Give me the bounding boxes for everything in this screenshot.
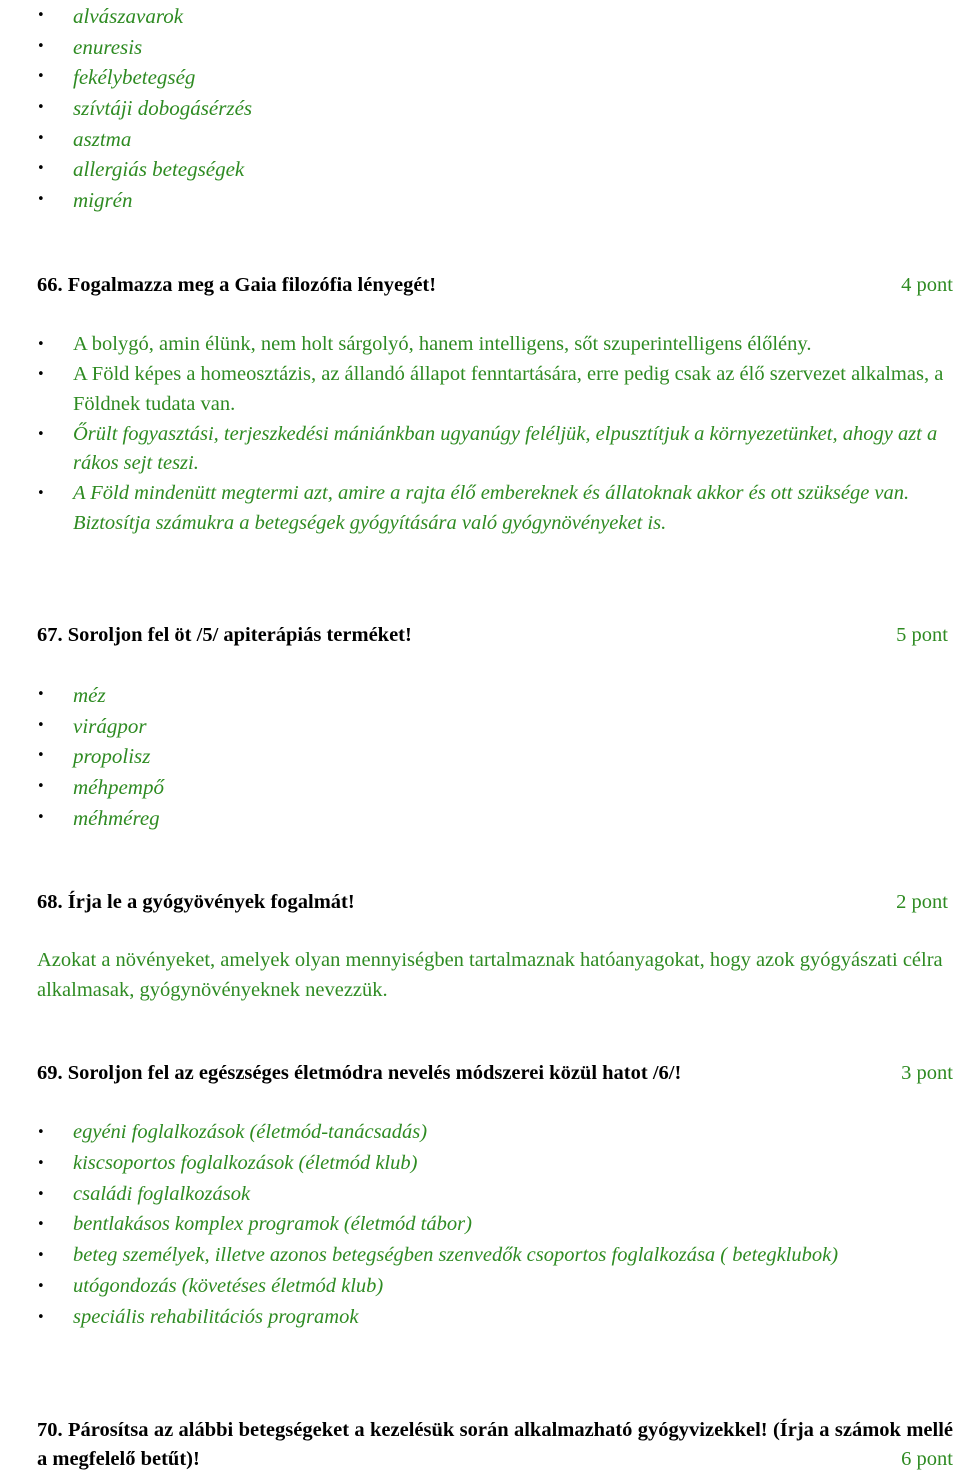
points-label: 4 pont [901, 274, 953, 296]
list-item: • fekélybetegség [0, 62, 960, 93]
question-69 [37, 1059, 953, 1088]
bullet-icon: • [37, 100, 45, 116]
bullet-icon: • [37, 1155, 45, 1171]
question-title: 66. Fogalmazza meg a Gaia filozófia lényegét! [37, 274, 437, 296]
list-item: • migrén [0, 185, 960, 216]
list-item: • asztma [0, 124, 960, 155]
bullet-icon: • [37, 748, 45, 764]
list-item: • virágpor [0, 711, 960, 742]
bullet-icon: • [37, 486, 45, 501]
bullet-icon: • [37, 1125, 45, 1140]
q67-answer-list [0, 680, 960, 833]
question-title: 70. Párosítsa az alábbi betegségeket a kezelésük során alkalmazható gyógyvizekkel! (Írja a számok mellé a megfelelő betűt)! [37, 1419, 953, 1470]
bullet-icon: • [37, 8, 45, 23]
question-title: 69. Soroljon fel az egészséges életmódra nevelés módszerei közül hatot /6/! [37, 1062, 682, 1084]
q69-answer-list [0, 1118, 960, 1334]
bullet-icon: • [37, 809, 45, 825]
list-item: • szívtáji dobogásérzés [0, 93, 960, 124]
q66-answer-list [0, 330, 960, 539]
list-item: • speciális rehabilitációs programok [0, 1303, 960, 1333]
question-70 [37, 1416, 953, 1474]
question-68 [37, 888, 953, 917]
list-item: • méhpempő [0, 772, 960, 803]
bullet-icon: • [37, 161, 45, 177]
question-title: 67. Soroljon fel öt /5/ apiterápiás terméket! [37, 624, 412, 646]
bullet-icon: • [37, 1309, 45, 1325]
bullet-icon: • [37, 1248, 45, 1264]
points-label: 3 pont [901, 1062, 953, 1084]
list-item: • enuresis [0, 32, 960, 63]
list-item: • családi foglalkozások [0, 1180, 960, 1210]
bullet-icon: • [37, 337, 45, 352]
list-item: • bentlakásos komplex programok (életmód tábor) [0, 1210, 960, 1240]
list-item: • A Föld mindenütt megtermi azt, amire a rajta élő embereknek és állatoknak akkor és ott szüksége van. Biztosítja számukra a betegségek gyógyítására való gyógynövényeket is. [0, 479, 960, 538]
list-item: • allergiás betegségek [0, 154, 960, 185]
bullet-icon: • [37, 687, 45, 702]
list-item: • Őrült fogyasztási, terjeszkedési mániánkban ugyanúgy feléljük, elpusztítjuk a környezetünket, ahogy azt a rákos sejt teszi. [0, 420, 960, 479]
bullet-icon: • [37, 717, 45, 733]
question-66 [37, 271, 953, 300]
list-item: • méz [0, 680, 960, 711]
question-title: 68. Írja le a gyógyövények fogalmát! [37, 891, 355, 913]
top-list [0, 1, 960, 216]
bullet-icon: • [37, 426, 45, 442]
bullet-icon: • [37, 38, 45, 54]
points-label: 6 pont [901, 1448, 953, 1470]
list-item: • alvászavarok [0, 1, 960, 32]
points-label: 2 pont [896, 891, 948, 913]
bullet-icon: • [37, 69, 45, 85]
bullet-icon: • [37, 1278, 45, 1294]
list-item: • propolisz [0, 741, 960, 772]
list-item: • A bolygó, amin élünk, nem holt sárgolyó, hanem intelligens, sőt szuperintelligens élőlény. [0, 330, 960, 360]
q68-answer: Azokat a növényeket, amelyek olyan mennyiségben tartalmaznak hatóanyagokat, hogy azok gyógyászati célra alkalmasak, gyógynövényeknek nevezzük. [37, 949, 943, 1001]
bullet-icon: • [37, 130, 45, 146]
bullet-icon: • [37, 192, 45, 208]
list-item: • méhméreg [0, 803, 960, 834]
bullet-icon: • [37, 779, 45, 795]
list-item: • A Föld képes a homeosztázis, az állandó állapot fenntartására, erre pedig csak az élő szervezet alkalmas, a Földnek tudata van. [0, 360, 960, 419]
bullet-icon: • [37, 1217, 45, 1233]
bullet-icon: • [37, 367, 45, 382]
list-item: • beteg személyek, illetve azonos betegségben szenvedők csoportos foglalkozása ( betegklubok) [0, 1241, 960, 1271]
bullet-icon: • [37, 1186, 45, 1202]
list-item: • utógondozás (követéses életmód klub) [0, 1272, 960, 1302]
question-67 [37, 621, 953, 650]
list-item: • egyéni foglalkozások (életmód-tanácsadás) [0, 1118, 960, 1148]
list-item: • kiscsoportos foglalkozások (életmód klub) [0, 1149, 960, 1179]
points-label: 5 pont [896, 624, 948, 646]
